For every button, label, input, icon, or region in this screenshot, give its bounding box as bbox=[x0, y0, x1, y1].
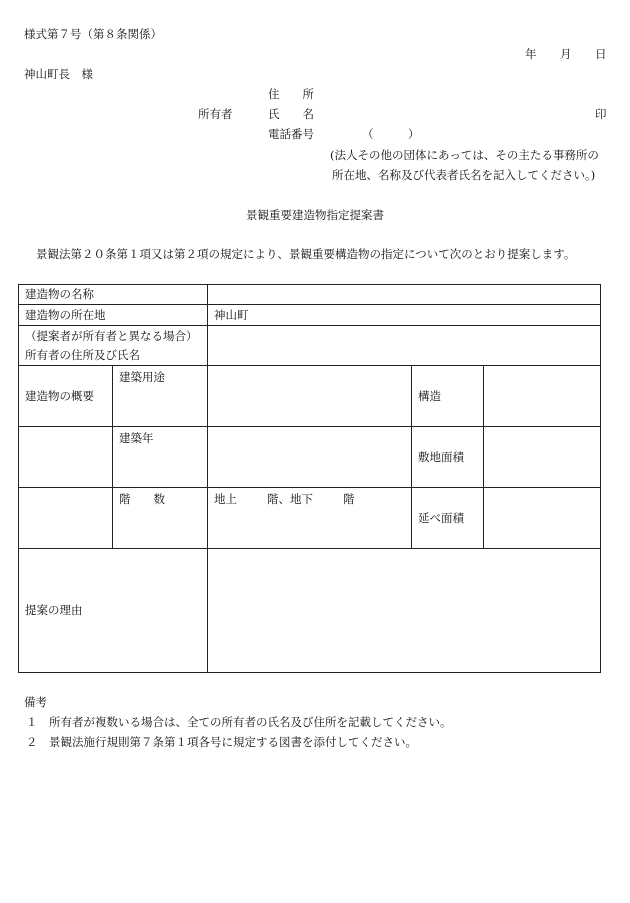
form-number: 様式第７号（第８条関係） bbox=[24, 27, 162, 41]
floors-above-label: 地上 bbox=[214, 492, 237, 506]
floors-field[interactable] bbox=[208, 488, 412, 549]
location-field[interactable]: 神山町 bbox=[208, 305, 601, 326]
date-year: 年 bbox=[525, 47, 537, 61]
year-field[interactable] bbox=[208, 427, 412, 488]
other-owner-field[interactable] bbox=[208, 326, 601, 366]
owner-group-label: 所有者 bbox=[198, 107, 233, 121]
location-label: 建造物の所在地 bbox=[19, 305, 208, 326]
structure-field[interactable] bbox=[484, 366, 601, 427]
addressee: 神山町長 様 bbox=[24, 67, 93, 81]
year-label: 建築年 bbox=[113, 427, 208, 488]
remark-item-1: １ 所有者が複数いる場合は、全ての所有者の氏名及び住所を記載してください。 bbox=[26, 715, 452, 729]
use-field[interactable] bbox=[208, 366, 412, 427]
building-name-field[interactable] bbox=[208, 285, 601, 305]
document-title: 景観重要建造物指定提案書 bbox=[246, 208, 384, 222]
other-owner-label-line2: 所有者の住所及び氏名 bbox=[25, 347, 140, 362]
structure-label: 構造 bbox=[412, 366, 484, 427]
owner-note-line2: 所在地、名称及び代表者氏名を記入してください。) bbox=[332, 168, 596, 182]
owner-phone-parens: （ ） bbox=[362, 127, 420, 141]
proposal-table bbox=[18, 284, 601, 673]
owner-phone-label: 電話番号 bbox=[268, 127, 314, 141]
site-area-label: 敷地面積 bbox=[412, 427, 484, 488]
overview-blank-cell bbox=[19, 427, 113, 488]
date-month: 月 bbox=[560, 47, 572, 61]
other-owner-label bbox=[19, 326, 208, 366]
document-body: 景観法第２０条第１項又は第２項の規定により、景観重要構造物の指定について次のとおり提案します。 bbox=[36, 247, 576, 261]
overview-label: 建造物の概要 bbox=[19, 366, 113, 427]
reason-label: 提案の理由 bbox=[19, 549, 208, 673]
reason-field[interactable] bbox=[208, 549, 601, 673]
use-label: 建築用途 bbox=[113, 366, 208, 427]
seal-mark: 印 bbox=[595, 107, 607, 121]
date-day: 日 bbox=[595, 47, 607, 61]
owner-name-label: 氏 名 bbox=[268, 107, 314, 121]
floors-end-label: 階 bbox=[343, 492, 355, 506]
remarks-title: 備考 bbox=[24, 695, 47, 709]
owner-address-label: 住 所 bbox=[268, 87, 314, 101]
floor-area-label: 延べ面積 bbox=[412, 488, 484, 549]
overview-blank-cell bbox=[19, 488, 113, 549]
floor-area-field[interactable] bbox=[484, 488, 601, 549]
floors-mid-label: 階、地下 bbox=[267, 492, 313, 506]
remark-item-2: ２ 景観法施行規則第７条第１項各号に規定する図書を添付してください。 bbox=[26, 735, 417, 749]
other-owner-label-line1: （提案者が所有者と異なる場合） bbox=[25, 328, 198, 343]
owner-note-line1: (法人その他の団体にあっては、その主たる事務所の bbox=[330, 148, 599, 162]
building-name-label: 建造物の名称 bbox=[19, 285, 208, 305]
site-area-field[interactable] bbox=[484, 427, 601, 488]
floors-label: 階 数 bbox=[113, 488, 208, 549]
